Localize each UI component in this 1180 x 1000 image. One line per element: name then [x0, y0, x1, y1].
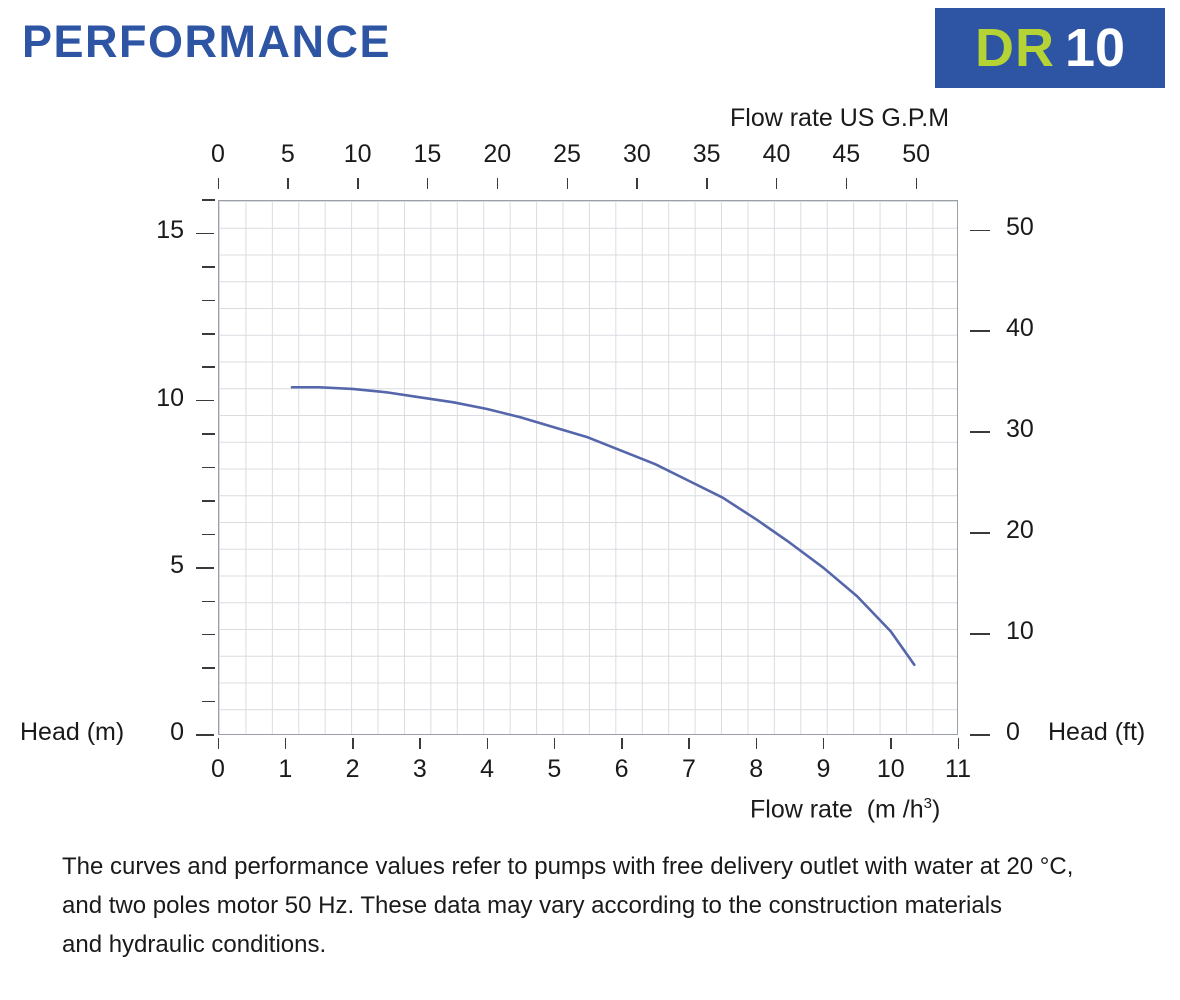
top-axis-tick — [567, 178, 569, 189]
right-axis-tick — [970, 734, 990, 736]
page-title: PERFORMANCE — [22, 16, 392, 67]
left-axis-minor-tick — [202, 266, 215, 268]
bottom-axis-tick — [756, 738, 758, 749]
top-axis-tick-label: 40 — [762, 140, 791, 168]
footnote-line-1: The curves and performance values refer to pumps with free delivery outlet with water at 20 °C, — [62, 853, 1074, 880]
left-axis-minor-tick — [202, 534, 215, 536]
curve-polyline — [292, 387, 914, 665]
bottom-axis-tick — [218, 738, 220, 749]
bottom-axis-tick-label: 5 — [547, 755, 562, 783]
left-axis-minor-tick — [202, 701, 215, 703]
bottom-axis-tick — [621, 738, 623, 749]
top-axis-title: Flow rate US G.P.M — [730, 104, 950, 132]
top-axis-tick-label: 10 — [343, 140, 372, 168]
bottom-axis-tick-label: 8 — [749, 755, 764, 783]
footnote-line-2: and two poles motor 50 Hz. These data may vary according to the construction materials — [62, 891, 1003, 919]
left-axis-major-tick — [196, 400, 214, 402]
bottom-axis-tick-label: 10 — [876, 755, 905, 783]
top-axis-tick — [427, 178, 429, 189]
top-axis-tick-label: 20 — [483, 140, 512, 168]
bottom-axis-tick-label: 0 — [211, 755, 225, 783]
left-axis-minor-tick — [202, 366, 215, 368]
bottom-axis-tick-label: 1 — [278, 755, 293, 783]
top-axis-tick-label: 30 — [622, 140, 651, 168]
left-axis-major-tick — [196, 734, 214, 736]
right-axis-title: Head (ft) — [1048, 718, 1146, 746]
top-axis-tick-label: 35 — [692, 140, 721, 168]
left-axis-minor-tick — [202, 433, 215, 435]
bottom-axis-tick-label: 11 — [945, 755, 971, 783]
top-axis-tick-label: 45 — [832, 140, 861, 168]
left-axis-minor-tick — [202, 467, 215, 469]
page-header — [0, 0, 1180, 100]
model-badge-prefix: DR — [974, 18, 1055, 78]
top-axis-tick — [636, 178, 638, 189]
bottom-axis-tick — [890, 738, 892, 749]
bottom-axis-tick — [352, 738, 354, 749]
left-axis-minor-tick — [202, 601, 215, 603]
top-axis-tick-label: 5 — [280, 140, 295, 168]
footnote-line-3: and hydraulic conditions. — [62, 930, 327, 958]
right-axis-tick-label: 0 — [1006, 718, 1020, 746]
bottom-axis-tick-label: 4 — [480, 755, 495, 783]
left-axis-tick-label: 5 — [170, 550, 184, 579]
left-axis-tick-label: 15 — [156, 216, 184, 245]
left-axis-major-tick — [196, 233, 214, 235]
bottom-axis-tick-label: 2 — [345, 755, 360, 783]
left-axis-minor-tick — [202, 667, 215, 669]
right-axis-tick-label: 20 — [1006, 516, 1034, 545]
bottom-axis-tick — [554, 738, 556, 749]
left-axis-tick-label: 10 — [156, 383, 184, 412]
bottom-axis-tick — [487, 738, 489, 749]
bottom-axis-tick-label: 9 — [816, 755, 831, 783]
left-axis-tick-label: 0 — [170, 718, 184, 746]
bottom-axis-tick — [419, 738, 421, 749]
bottom-axis-title: Flow rate (m $/h^3$) — [750, 795, 941, 824]
performance-curve — [218, 200, 958, 735]
top-axis-tick — [497, 178, 499, 189]
bottom-axis-tick — [958, 738, 960, 749]
left-axis-major-tick — [196, 567, 214, 569]
top-axis-tick — [218, 178, 220, 189]
top-axis-tick — [706, 178, 708, 189]
right-axis-tick-label: 40 — [1006, 314, 1034, 343]
right-axis-tick-label: 10 — [1006, 617, 1034, 646]
bottom-axis-tick-label: 3 — [412, 755, 427, 783]
left-axis-title: Head (m) — [20, 718, 125, 746]
bottom-axis-tick — [823, 738, 825, 749]
right-axis-tick — [970, 532, 990, 534]
right-axis-tick-label: 50 — [1006, 213, 1034, 242]
right-axis-tick — [970, 633, 990, 635]
top-axis-tick — [776, 178, 778, 189]
top-axis-tick — [916, 178, 918, 189]
bottom-axis-tick-label: 7 — [681, 755, 696, 783]
left-axis-minor-tick — [202, 300, 215, 302]
top-axis-tick — [287, 178, 289, 189]
model-badge-number: 10 — [1064, 18, 1126, 78]
model-badge — [935, 8, 1165, 88]
right-axis-tick-label: 30 — [1006, 415, 1034, 444]
bottom-axis-tick — [285, 738, 287, 749]
top-axis-tick-label: 50 — [902, 140, 931, 168]
top-axis-tick-label: 15 — [413, 140, 442, 168]
footnote — [62, 848, 1142, 965]
left-axis-minor-tick — [202, 199, 215, 201]
top-axis-tick-label: 25 — [553, 140, 581, 168]
right-axis-tick — [970, 330, 990, 332]
bottom-axis-tick — [688, 738, 690, 749]
performance-chart — [0, 100, 1180, 830]
right-axis-tick — [970, 230, 990, 232]
top-axis-tick — [357, 178, 359, 189]
left-axis-minor-tick — [202, 333, 215, 335]
bottom-axis-tick-label: 6 — [614, 755, 629, 783]
top-axis-tick-label: 0 — [211, 140, 225, 168]
left-axis-minor-tick — [202, 500, 215, 502]
top-axis-tick — [846, 178, 848, 189]
left-axis-minor-tick — [202, 634, 215, 636]
right-axis-tick — [970, 431, 990, 433]
